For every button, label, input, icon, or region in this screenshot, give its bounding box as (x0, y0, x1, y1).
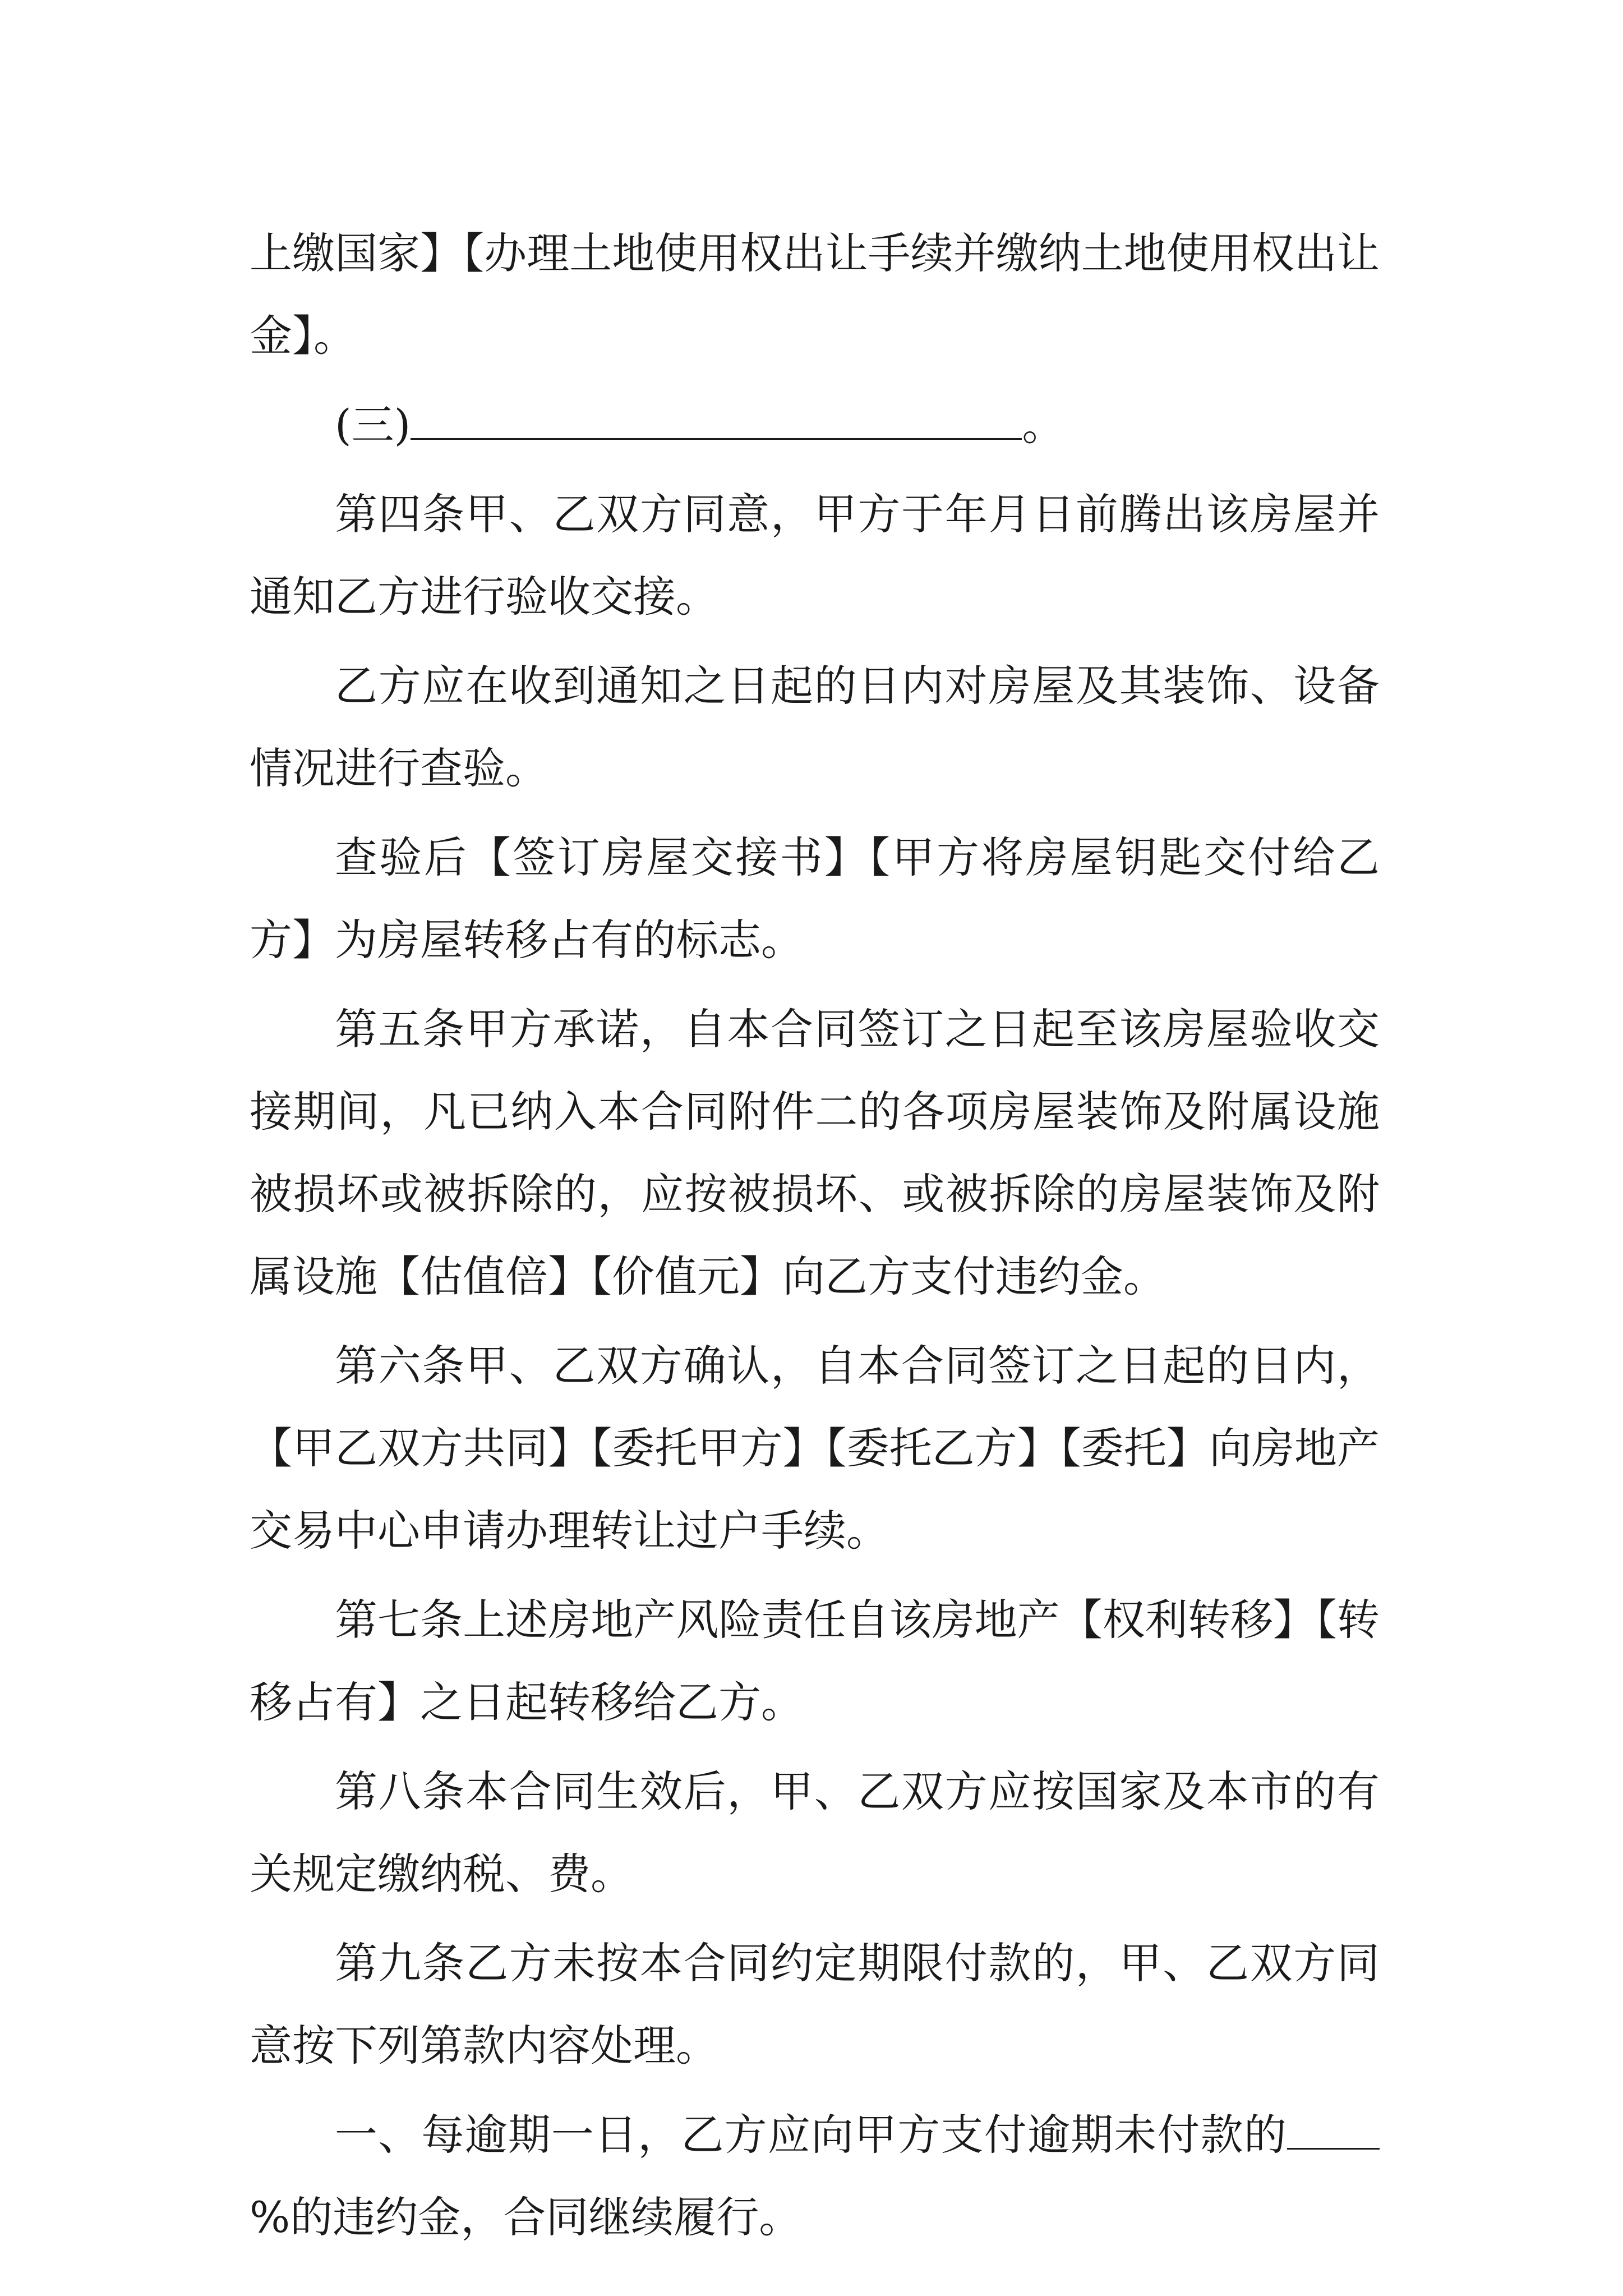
paragraph-clause-one (250, 2093, 1380, 2258)
paragraph-item-three (250, 384, 1380, 466)
document-body (250, 212, 1380, 2265)
paragraph-article-9: 第九条乙方未按本合同约定期限付款的，甲、乙双方同意按下列第款内容处理。 (250, 1938, 1380, 2070)
paragraph-handover: 查验后【签订房屋交接书】【甲方将房屋钥匙交付给乙方】为房屋转移占有的标志。 (250, 832, 1380, 965)
item-three-label: (三) (335, 400, 411, 450)
paragraph-continuation: 上缴国家】【办理土地使用权出让手续并缴纳土地使用权出让金】。 (250, 228, 1380, 361)
item-three-period: 。 (1022, 400, 1065, 450)
paragraph-article-8: 第八条本合同生效后，甲、乙双方应按国家及本市的有关规定缴纳税、费。 (250, 1766, 1380, 1899)
clause-one-text: 一、每逾期一日，乙方应向甲方支付逾期未付款的 (335, 2110, 1287, 2160)
paragraph-inspection: 乙方应在收到通知之日起的日内对房屋及其装饰、设备情况进行查验。 (250, 661, 1380, 793)
clause-one-tail: %的违约金，合同继续履行。 (250, 2192, 802, 2242)
paragraph-article-5: 第五条甲方承诺，自本合同签订之日起至该房屋验收交接期间，凡已纳入本合同附件二的各项房屋装饰及附属设施被损坏或被拆除的，应按被损坏、或被拆除的房屋装饰及附属设施【估值倍】【价值元】向乙方支付违约金。 (250, 1004, 1380, 1301)
paragraph-article-4: 第四条甲、乙双方同意，甲方于年月日前腾出该房屋并通知乙方进行验收交接。 (250, 489, 1380, 622)
paragraph-article-7: 第七条上述房地产风险责任自该房地产【权利转移】【转移占有】之日起转移给乙方。 (250, 1595, 1380, 1727)
fill-in-blank-line[interactable] (411, 403, 1022, 440)
percentage-blank-line[interactable] (1287, 2113, 1380, 2150)
paragraph-article-6: 第六条甲、乙双方确认，自本合同签订之日起的日内，【甲乙双方共同】【委托甲方】【委托乙方】【委托】向房地产交易中心申请办理转让过户手续。 (250, 1341, 1380, 1556)
